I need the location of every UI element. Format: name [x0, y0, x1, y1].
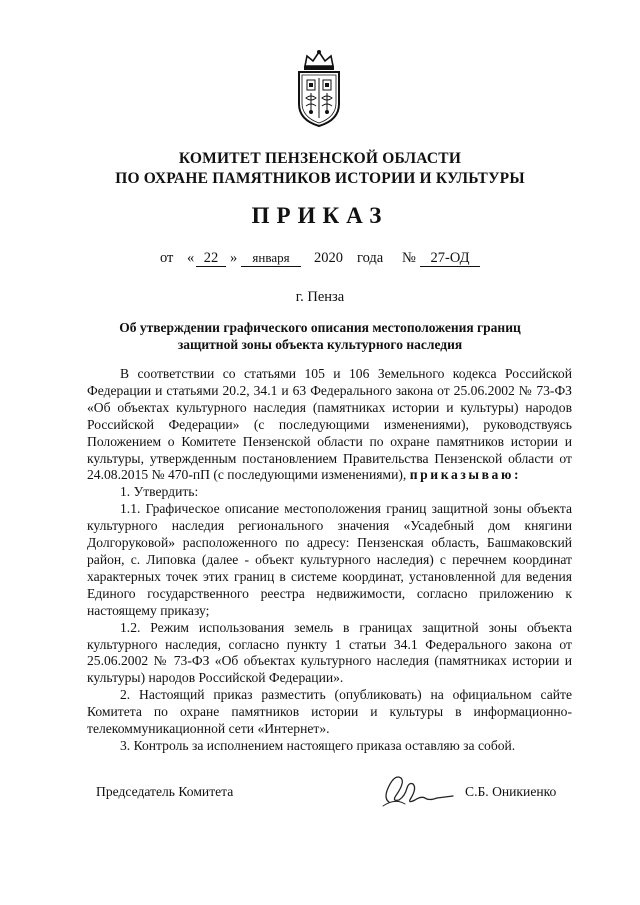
signatory-position: Председатель Комитета: [96, 784, 234, 799]
date-year: 2020: [314, 250, 343, 266]
organization-name-line1: КОМИТЕТ ПЕНЗЕНСКОЙ ОБЛАСТИ: [178, 150, 462, 167]
document-type-title: ПРИКАЗ: [251, 203, 389, 228]
signatory-name: С.Б. Оникиенко: [465, 784, 557, 799]
date-day: 22: [196, 250, 226, 267]
year-label: года: [357, 250, 384, 266]
date-month: января: [241, 250, 301, 267]
city-name: г. Пенза: [295, 289, 345, 305]
preamble-text: В соответствии со статьями 105 и 106 Земельного кодекса Российской Федерации и статьями 20.2, 34.1 и 63 Федерального закона от 25.06.2002 № 73-ФЗ «Об объектах культурного наследия (памятниках истории и культуры) народов Российской Федерации» (с последующими изменениями), руководствуясь Положением о Комитете Пензенской области по охране памятников истории и культуры, утвержденным постановлением Правительства Пензенской области от 24.08.2015 № 470-пП (с последующими изменениями),: [87, 366, 572, 483]
document-number: 27-ОД: [420, 250, 480, 267]
document-body: [87, 366, 572, 755]
quote-close: »: [230, 250, 238, 266]
coat-of-arms-emblem: [287, 48, 351, 128]
item-2: 2. Настоящий приказ разместить (опубликовать) на официальном сайте Комитета по охране памятников истории и культуры в информационно-телекоммуникационной сети «Интернет».: [87, 687, 572, 737]
date-from-label: от: [160, 250, 174, 266]
number-label: №: [402, 250, 416, 266]
quote-open: «: [187, 250, 195, 266]
date-number-line: [0, 250, 640, 272]
subject-line2: защитной зоны объекта культурного наследия: [177, 337, 463, 352]
handwritten-signature: [375, 768, 460, 810]
item-1: 1. Утвердить:: [120, 484, 199, 500]
preamble-paragraph: [87, 366, 572, 484]
subject-line1: Об утверждении графического описания местоположения границ: [119, 320, 521, 335]
item-1-2: 1.2. Режим использования земель в границах защитной зоны объекта культурного наследия, согласно пункту 1 статьи 34.1 Федерального закона от 25.06.2002 № 73-ФЗ «Об объектах культурного наследия (памятниках истории и культуры) народов Российской Федерации».: [87, 619, 572, 686]
item-3: 3. Контроль за исполнением настоящего приказа оставляю за собой.: [120, 737, 516, 753]
organization-name-line2: ПО ОХРАНЕ ПАМЯТНИКОВ ИСТОРИИ И КУЛЬТУРЫ: [115, 170, 525, 187]
order-word: приказываю:: [409, 467, 522, 483]
item-1-1: 1.1. Графическое описание местоположения границ защитной зоны объекта культурного наследия регионального значения «Усадебный дом княгини Долгоруковой» расположенного по адресу: Пензенская область, Башмаковский район, с. Липовка (далее - объект культурного наследия) с перечнем координат характерных точек этих границ в системе координат, установленной для ведения Единого государственного реестра недвижимости, согласно приложению к настоящему приказу;: [87, 501, 572, 618]
